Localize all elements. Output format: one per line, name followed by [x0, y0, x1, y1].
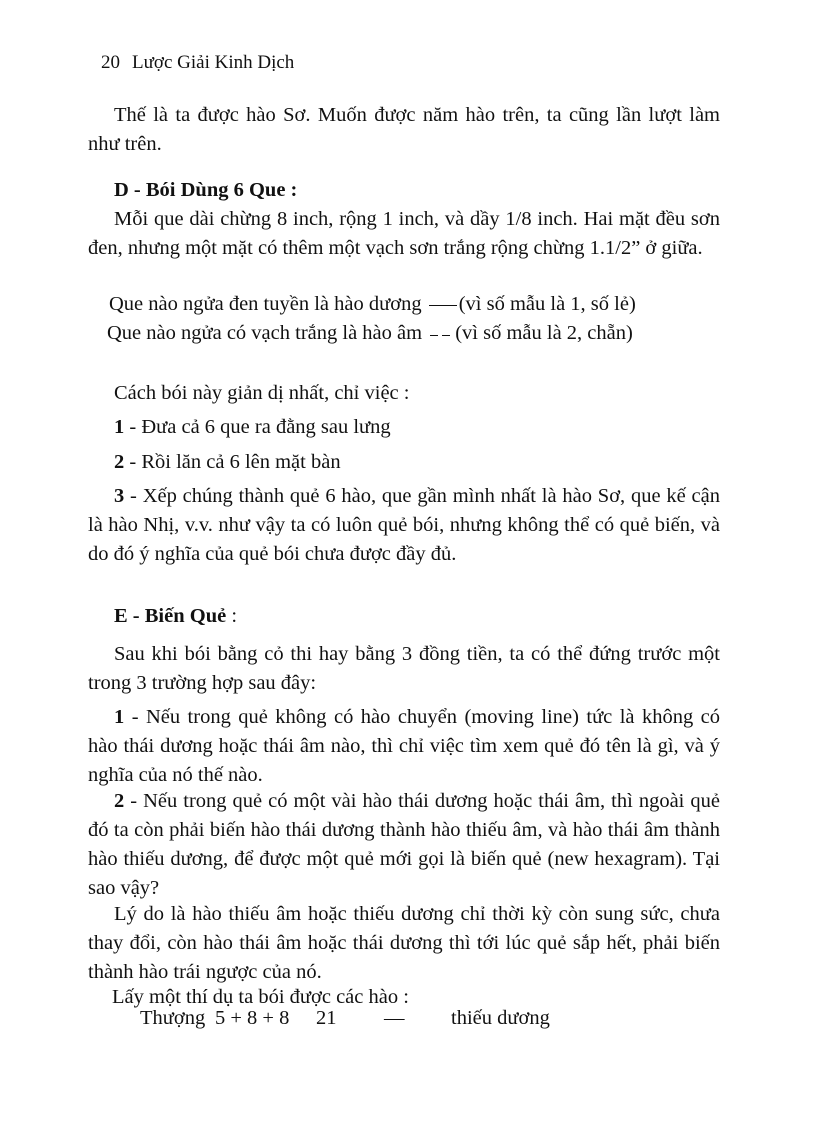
step-number: 2: [114, 451, 125, 473]
section-e-intro: Sau khi bói bằng cỏ thi hay bằng 3 đồng tiền, ta có thể đứng trước một trong 3 trường hợp sau đây:: [88, 643, 720, 694]
example-label: thiếu dương: [451, 1007, 550, 1029]
reason-paragraph: Lý do là hào thiếu âm hoặc thiếu dương chỉ thời kỳ còn sung sức, chưa thay đổi, còn hào thái âm hoặc thái dương thì tới lúc quẻ sắp hết, phải biến thành hào trái ngược của nó.: [88, 903, 720, 983]
section-d-description: Mỗi que dài chừng 8 inch, rộng 1 inch, và dầy 1/8 inch. Hai mặt đều sơn đen, nhưng một mặt có thêm một vạch sơn trắng rộng chừng 1.1/2” ở giữa.: [88, 208, 720, 259]
section-d-heading: D - Bói Dùng 6 Que :: [114, 179, 298, 201]
example-sum: 5 + 8 + 8: [215, 1007, 290, 1029]
section-e-title: E - Biến Quẻ: [114, 605, 227, 627]
step-number: 1: [114, 416, 125, 438]
step-text: - Rồi lăn cả 6 lên mặt bàn: [124, 451, 341, 473]
step-text: - Đưa cả 6 que ra đằng sau lưng: [124, 416, 391, 438]
step-3: [88, 482, 720, 569]
step-text: - Xếp chúng thành quẻ 6 hào, que gần mình nhất là hào Sơ, que kế cận là hào Nhị, v.v. như vậy ta có luôn quẻ bói, nhưng không thể có quẻ biến, và do đó ý nghĩa của quẻ bói chưa được đầy đủ.: [88, 485, 720, 565]
case-number: 1: [114, 706, 125, 728]
rule-yang-text: Que nào ngửa đen tuyền là hào dương: [109, 293, 422, 315]
example-line-symbol: —: [384, 1007, 405, 1029]
case-text: - Nếu trong quẻ có một vài hào thái dương hoặc thái âm, thì ngoài quẻ đó ta còn phải biến hào thái dương thành hào thiếu âm, và hào thái âm thành hào thiếu dương, để được một quẻ mới gọi là biến quẻ (new hexagram). Tại sao vậy?: [88, 790, 720, 899]
case-2: [88, 787, 720, 903]
case-text: - Nếu trong quẻ không có hào chuyển (moving line) tức là không có hào thái dương hoặc thái âm nào, thì chỉ việc tìm xem quẻ đó tên là gì, và ý nghĩa của nó thế nào.: [88, 706, 720, 786]
book-title: Lược Giải Kinh Dịch: [132, 52, 295, 73]
case-1: [88, 703, 720, 790]
rule-yang: [109, 290, 636, 319]
step-2: [88, 448, 720, 477]
step-1: [88, 413, 720, 442]
page-number: 20: [101, 52, 120, 73]
section-e-colon: :: [226, 605, 238, 627]
example-intro: Lấy một thí dụ ta bói được các hào :: [112, 986, 409, 1008]
section-e-heading: [88, 602, 720, 631]
case-number: 2: [114, 790, 125, 812]
example-position: Thượng: [140, 1007, 206, 1029]
rule-yin-text: Que nào ngửa có vạch trắng là hào âm: [107, 322, 423, 344]
rule-yin-note: (vì số mẫu là 2, chẵn): [455, 322, 633, 344]
step-number: 3: [114, 485, 125, 507]
rule-yin: [107, 319, 633, 349]
method-intro: Cách bói này giản dị nhất, chỉ việc :: [114, 382, 410, 404]
intro-paragraph: Thế là ta được hào Sơ. Muốn được năm hào trên, ta cũng lần lượt làm như trên.: [88, 104, 720, 155]
yang-line-icon: [429, 305, 457, 306]
rule-yang-note: (vì số mẫu là 1, số lẻ): [458, 293, 636, 315]
running-header: [101, 52, 294, 74]
example-total: 21: [316, 1007, 337, 1029]
yin-line-icon: [430, 320, 452, 349]
